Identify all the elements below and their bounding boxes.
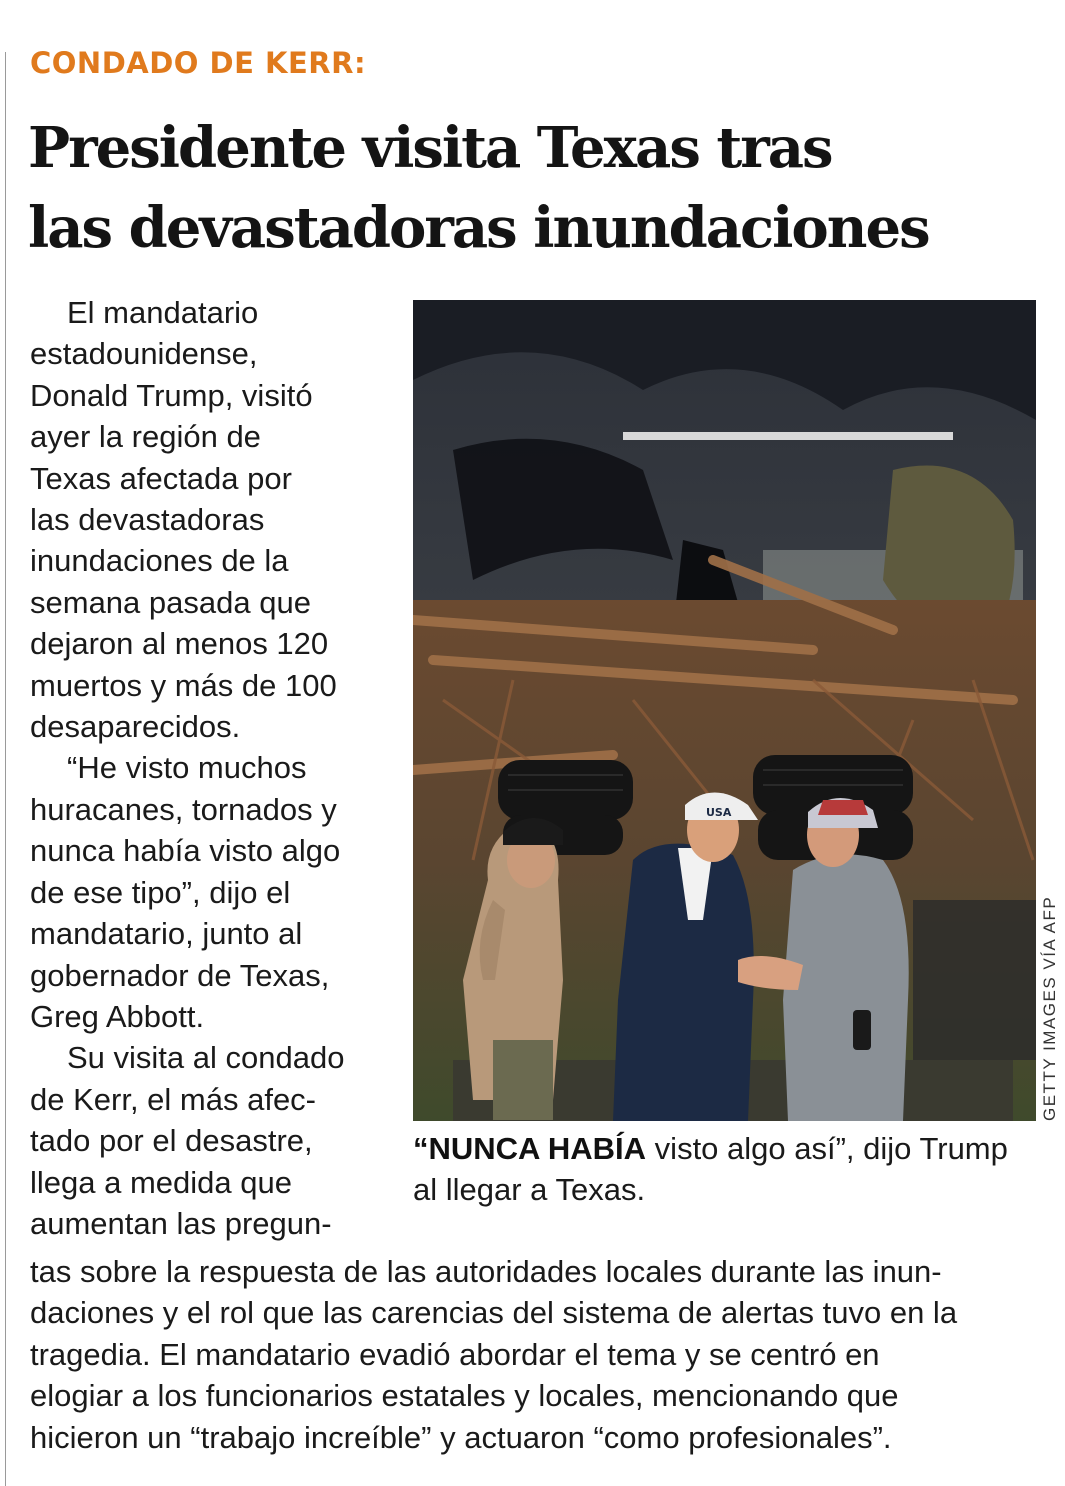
- body-line: ayer la región de: [30, 419, 261, 455]
- caption-line-1: [413, 1128, 1043, 1169]
- body-line: mandatario, junto al: [30, 916, 303, 952]
- body-line: tado por el desastre,: [30, 1123, 313, 1159]
- body-line: huracanes, tornados y: [30, 791, 337, 827]
- caption-text: visto algo así”, dijo Trump: [646, 1131, 1008, 1166]
- body-line: aumentan las pregun-: [30, 1205, 332, 1241]
- headline-line-2: las devastadoras inundaciones: [28, 195, 929, 261]
- photo-caption: [413, 1128, 1043, 1211]
- news-photo: [413, 300, 1036, 1121]
- body-line: semana pasada que: [30, 584, 311, 620]
- headline: [28, 108, 929, 268]
- body-line: Greg Abbott.: [30, 998, 205, 1034]
- body-line: nunca había visto algo: [30, 833, 341, 869]
- body-line: Su visita al condado: [67, 1040, 345, 1076]
- caption-line-2: al llegar a Texas.: [413, 1172, 646, 1208]
- body-line: de ese tipo”, dijo el: [30, 874, 291, 910]
- body-line: “He visto muchos: [67, 750, 307, 786]
- body-line: desaparecidos.: [30, 709, 241, 745]
- body-line: de Kerr, el más afec-: [30, 1081, 317, 1117]
- article-body-column: [30, 292, 400, 1244]
- body-line: llega a medida que: [30, 1164, 292, 1200]
- body-line: El mandatario: [67, 295, 259, 330]
- cap-lettering: USA: [706, 806, 732, 819]
- body-line: inundaciones de la: [30, 543, 289, 579]
- body-line: dejaron al menos 120: [30, 626, 329, 662]
- body-line: daciones y el rol que las carencias del sistema de alertas tuvo en la: [30, 1295, 958, 1331]
- photo-credit: GETTY IMAGES VÍA AFP: [1040, 895, 1059, 1121]
- body-line: tas sobre la respuesta de las autoridades locales durante las inun-: [30, 1254, 942, 1289]
- caption-lead: “NUNCA HABÍA: [413, 1131, 647, 1166]
- body-line: tragedia. El mandatario evadió abordar el tema y se centró en: [30, 1336, 880, 1372]
- article-body-full-width: [30, 1251, 1040, 1458]
- body-line: estadounidense,: [30, 336, 258, 372]
- left-column-rule: [5, 52, 6, 1486]
- body-line: hicieron un “trabajo increíble” y actuaron “como profesionales”.: [30, 1419, 892, 1455]
- headline-line-1: Presidente visita Texas tras: [28, 115, 832, 181]
- section-kicker: CONDADO DE KERR:: [30, 46, 367, 80]
- body-line: elogiar a los funcionarios estatales y locales, mencionando que: [30, 1378, 899, 1414]
- body-line: gobernador de Texas,: [30, 957, 330, 993]
- body-line: las devastadoras: [30, 502, 265, 538]
- body-line: Texas afectada por: [30, 460, 292, 496]
- body-line: Donald Trump, visitó: [30, 377, 313, 413]
- body-line: muertos y más de 100: [30, 667, 337, 703]
